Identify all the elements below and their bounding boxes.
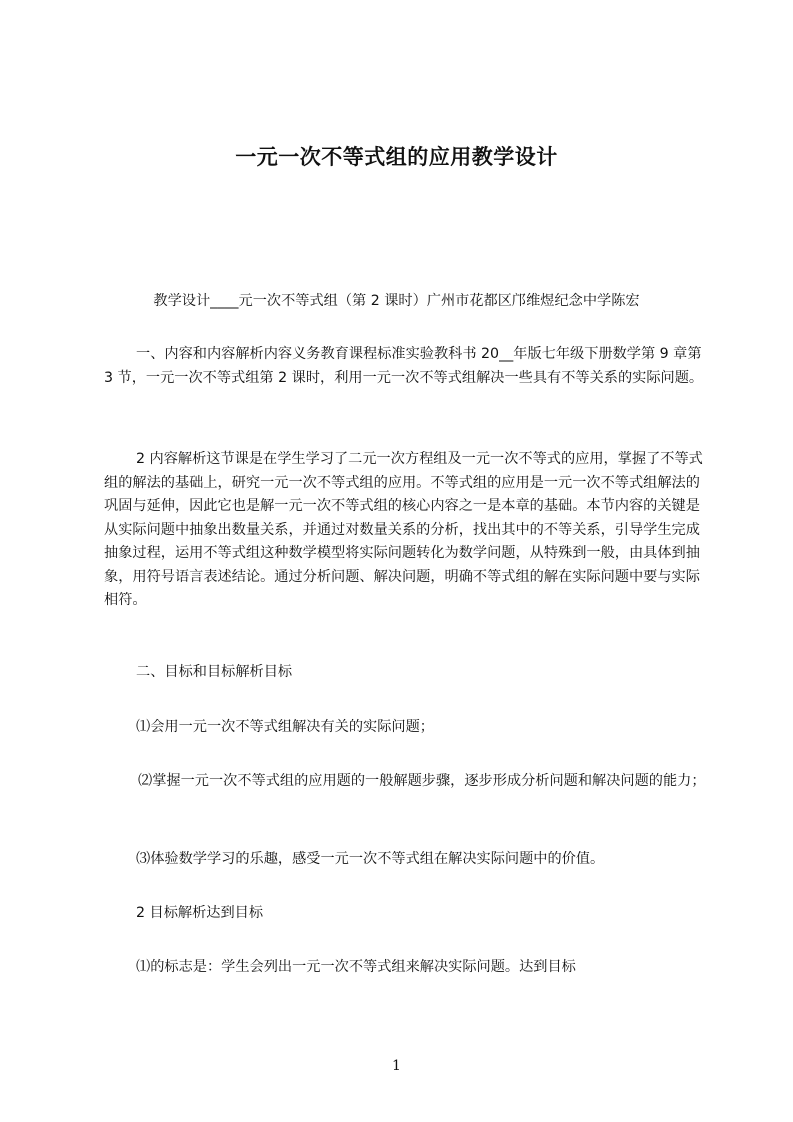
- section1-paragraph: 一、内容和内容解析内容义务教育课程标准实验教科书 20__年版七年级下册数学第 9 章第 3 节，一元一次不等式组第 2 课时，利用一元一次不等式组解决一些具有不等关系的实际问题。: [104, 346, 704, 386]
- goal-item-2: ⑵掌握一元一次不等式组的应用题的一般解题步骤，逐步形成分析问题和解决问题的能力；: [138, 773, 706, 789]
- goal-item-1: ⑴会用一元一次不等式组解决有关的实际问题；: [136, 719, 434, 735]
- section2-subheading: 2 目标解析达到目标: [136, 905, 264, 921]
- section2-heading: 二、目标和目标解析目标: [136, 664, 293, 680]
- document-subtitle: 教学设计____元一次不等式组（第 2 课时）广州市花都区邝维煜纪念中学陈宏: [153, 293, 640, 309]
- goal-analysis-1: ⑴的标志是：学生会列出一元一次不等式组来解决实际问题。达到目标: [136, 959, 576, 975]
- document-title: 一元一次不等式组的应用教学设计: [235, 145, 558, 169]
- section1-content-analysis: 2 内容解析这节课是在学生学习了二元一次方程组及一元一次不等式的应用，掌握了不等式组的解法的基础上，研究一元一次不等式组的应用。不等式组的应用是一元一次不等式组解法的巩固与延伸，因此它也是解一元一次不等式组的核心内容之一是本章的基础。本节内容的关键是从实际问题中抽象出数量关系，并通过对数量关系的分析，找出其中的不等关系，引导学生完成抽象过程，运用不等式组这种数学模型将实际问题转化为数学问题，从特殊到一般，由具体到抽象，用符号语言表述结论。通过分析问题、解决问题，明确不等式组的解在实际问题中要与实际相符。: [104, 451, 703, 608]
- goal-item-3: ⑶体验数学学习的乐趣，感受一元一次不等式组在解决实际问题中的价值。: [136, 851, 605, 867]
- page-number: 1: [392, 1058, 401, 1074]
